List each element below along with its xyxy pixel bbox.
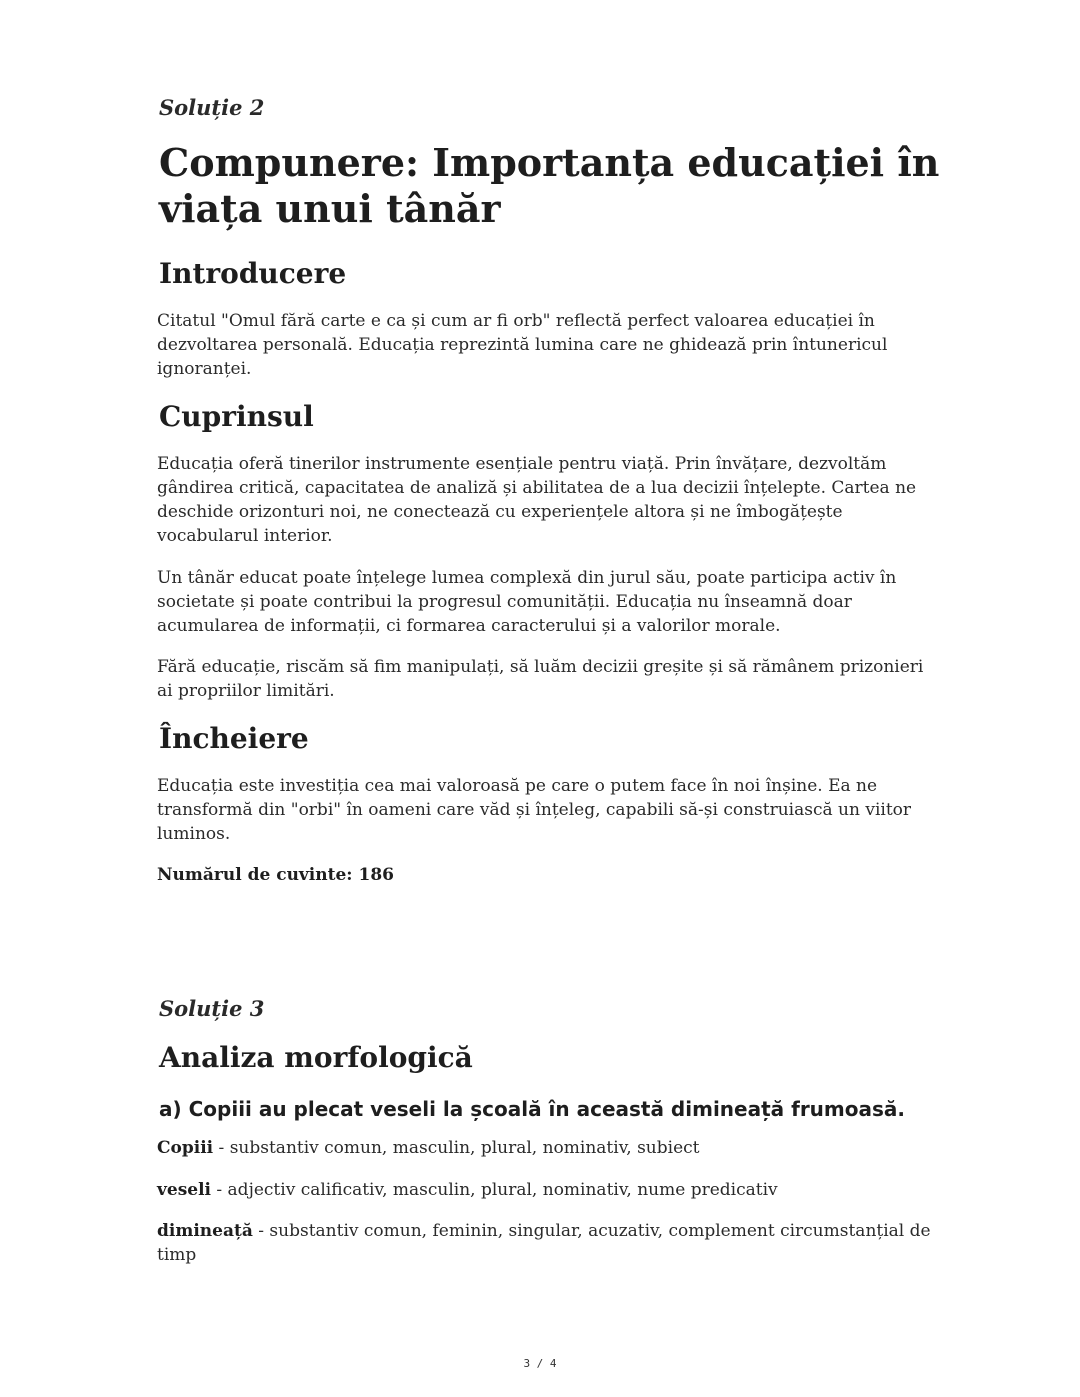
intro-paragraph: Citatul "Omul fără carte e ca și cum ar fi orb" reflectă perfect valoarea educației în dezvoltarea personală. Educația reprezintă lumina care ne ghidează prin întunericul ignoranței.: [157, 311, 888, 379]
analysis-item-veseli: [157, 1178, 937, 1202]
body-heading: Cuprinsul: [159, 400, 314, 433]
conclusion-paragraph: Educația este investiția cea mai valoroasă pe care o putem face în noi înșine. Ea ne transformă din "orbi" în oameni care văd și înțeleg, capabili să-și construiască un viitor luminos.: [157, 776, 912, 844]
body-paragraph-3: Fără educație, riscăm să fim manipulați, să luăm decizii greșite și să rămânem prizonieri ai propriilor limitări.: [157, 657, 924, 701]
solution-2-label: Soluție 2: [159, 95, 265, 120]
intro-heading: Introducere: [159, 257, 347, 290]
word-count: [157, 863, 937, 887]
analyzed-sentence: a) Copiii au plecat veseli la școală în această dimineață frumoasă.: [159, 1097, 905, 1121]
essay-title: Compunere: Importanța educației în viața unui tânăr: [159, 140, 940, 231]
analysis-description: - substantiv comun, masculin, plural, nominativ, subiect: [213, 1138, 700, 1158]
body-paragraph-2: Un tânăr educat poate înțelege lumea complexă din jurul său, poate participa activ în societate și poate contribui la progresul comunității. Educația nu înseamnă doar acumularea de informații, ci formarea caracterului și a valorilor morale.: [157, 568, 897, 636]
body-paragraph-1: Educația oferă tinerilor instrumente esențiale pentru viață. Prin învățare, dezvoltăm gândirea critică, capacitatea de analiză și abilitatea de a lua decizii înțelepte. Cartea ne deschide orizonturi noi, ne conectează cu experiențele altora și ne îmbogățește vocabularul interior.: [157, 454, 917, 546]
analysis-description: - substantiv comun, feminin, singular, acuzativ, complement circumstanțial de timp: [157, 1221, 931, 1265]
morphology-heading: Analiza morfologică: [159, 1041, 473, 1074]
page-indicator: 3 / 4: [523, 1357, 557, 1370]
analysis-word: Copiii: [157, 1138, 214, 1158]
analysis-item-dimineata: [157, 1219, 937, 1267]
analysis-word: dimineață: [157, 1221, 253, 1241]
solution-3-label: Soluție 3: [159, 996, 265, 1021]
conclusion-heading: Încheiere: [159, 722, 309, 755]
word-count-text: Numărul de cuvinte: 186: [157, 865, 394, 885]
analysis-description: - adjectiv calificativ, masculin, plural, nominativ, nume predicativ: [211, 1180, 778, 1200]
analysis-item-copiii: [157, 1136, 937, 1160]
analysis-word: veseli: [157, 1180, 211, 1200]
